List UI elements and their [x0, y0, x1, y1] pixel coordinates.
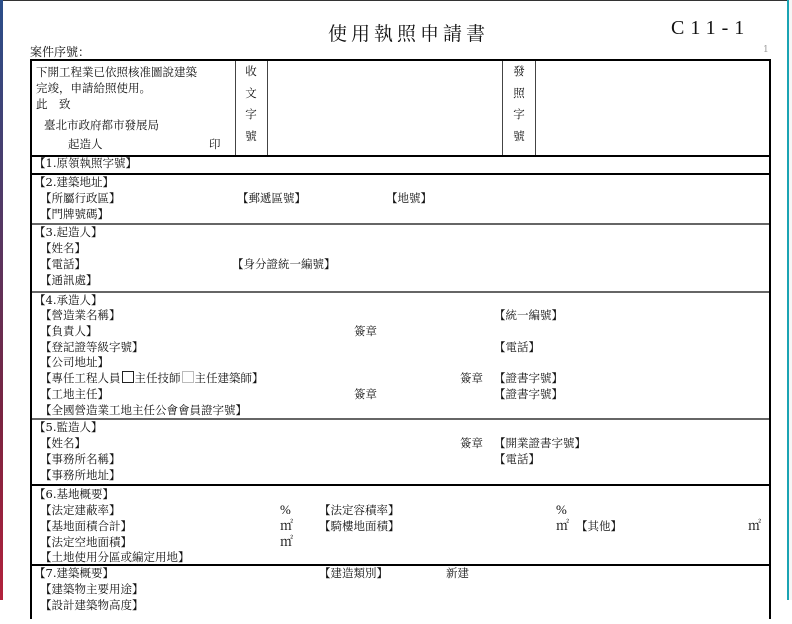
section-1: [32, 155, 769, 175]
office-name-field[interactable]: 【事務所名稱】: [40, 452, 121, 466]
engineer-type-row: 【專任工程人員 主任技師 主任建築師】: [40, 371, 264, 385]
section-3: [32, 223, 769, 293]
arcade-area-field[interactable]: 【騎樓地面積】: [319, 519, 400, 533]
supervisor-phone-field[interactable]: 【電話】: [494, 452, 540, 466]
owner-id-field[interactable]: 【身分證統一編號】: [232, 257, 336, 271]
case-number-label: 案件序號：: [30, 45, 91, 59]
far-field[interactable]: 【法定容積率】: [319, 503, 400, 517]
union-member-no-field[interactable]: 【全國營造業工地主任公會會員證字號】: [40, 403, 247, 417]
office-address-field[interactable]: 【事務所地址】: [40, 468, 121, 482]
section-7: [32, 564, 769, 624]
unified-no-field[interactable]: 【統一編號】: [494, 308, 563, 322]
license-no-field[interactable]: [535, 61, 770, 155]
seal-label: 印: [209, 137, 221, 151]
open-space-field[interactable]: 【法定空地面積】: [40, 535, 132, 549]
main-use-field[interactable]: 【建築物主要用途】: [40, 582, 144, 596]
checkbox-chief-technician[interactable]: [122, 371, 134, 383]
site-supervisor-field[interactable]: 【工地主任】: [40, 387, 109, 401]
application-form: [30, 59, 771, 619]
percent-unit: %: [556, 502, 567, 517]
owner-phone-field[interactable]: 【電話】: [40, 257, 86, 271]
section-6: [32, 484, 769, 566]
section-7-title: 【7.建築概要】: [34, 566, 114, 580]
license-cert-no-field[interactable]: 【開業證書字號】: [494, 436, 586, 450]
license-no-label: 發 照 字 號: [502, 61, 535, 155]
signature-label: 簽章: [460, 371, 483, 385]
coverage-ratio-field[interactable]: 【法定建蔽率】: [40, 503, 121, 517]
application-text-1: 下開工程業已依照核准圖說建築: [36, 65, 197, 79]
site-area-field[interactable]: 【基地面積合計】: [40, 519, 132, 533]
percent-unit: %: [280, 502, 291, 517]
section-6-title: 【6.基地概要】: [34, 487, 114, 501]
contractor-phone-field[interactable]: 【電話】: [494, 340, 540, 354]
construction-type-value[interactable]: 新建: [446, 566, 469, 580]
section-1-title: 【1.原領執照字號】: [34, 156, 137, 170]
zoning-field[interactable]: 【土地使用分區或編定用地】: [40, 550, 190, 564]
door-no-field[interactable]: 【門牌號碼】: [40, 207, 109, 221]
other-area-field[interactable]: 【其他】: [576, 519, 622, 533]
cert-no-field-1[interactable]: 【證書字號】: [494, 371, 563, 385]
signature-label: 簽章: [354, 387, 377, 401]
window-right-edge: [787, 0, 792, 600]
receipt-no-label: 收 文 字 號: [235, 61, 266, 155]
company-address-field[interactable]: 【公司地址】: [40, 355, 109, 369]
supervisor-name-field[interactable]: 【姓名】: [40, 436, 86, 450]
section-5: [32, 418, 769, 486]
recipient: 臺北市政府都市發展局: [44, 118, 159, 132]
construction-type-label: 【建造類別】: [319, 566, 388, 580]
postal-code-field[interactable]: 【郵遞區號】: [237, 191, 306, 205]
sqm-unit: ㎡: [556, 518, 570, 533]
lot-no-field[interactable]: 【地號】: [386, 191, 432, 205]
section-3-title: 【3.起造人】: [34, 225, 103, 239]
top-block: [32, 61, 769, 157]
form-code: C11-1: [671, 17, 751, 39]
responsible-person-field[interactable]: 【負責人】: [40, 324, 98, 338]
reg-cert-no-field[interactable]: 【登記證等級字號】: [40, 340, 144, 354]
signature-label: 簽章: [354, 324, 377, 338]
signature-label: 簽章: [460, 436, 483, 450]
sqm-unit: ㎡: [280, 534, 294, 549]
building-height-field[interactable]: 【設計建築物高度】: [40, 598, 144, 612]
salutation: 此 致: [36, 97, 71, 111]
section-2: [32, 173, 769, 225]
owner-name-field[interactable]: 【姓名】: [40, 241, 86, 255]
cert-no-field-2[interactable]: 【證書字號】: [494, 387, 563, 401]
contractor-name-field[interactable]: 【營造業名稱】: [40, 308, 121, 322]
section-4-title: 【4.承造人】: [34, 293, 103, 307]
application-text-2: 完竣，申請給照使用。: [36, 81, 151, 95]
district-field[interactable]: 【所屬行政區】: [40, 191, 121, 205]
document-page: [3, 1, 785, 612]
sqm-unit: ㎡: [748, 518, 762, 533]
applicant-label: 起造人: [68, 137, 103, 151]
owner-address-field[interactable]: 【通訊處】: [40, 273, 98, 287]
checkbox-chief-architect[interactable]: [182, 371, 194, 383]
section-2-title: 【2.建築地址】: [34, 175, 114, 189]
sqm-unit: ㎡: [280, 518, 294, 533]
section-5-title: 【5.監造人】: [34, 420, 103, 434]
page-title: 使用執照申請書: [328, 23, 490, 45]
receipt-no-field[interactable]: [267, 61, 503, 155]
page-number: 1: [763, 45, 769, 55]
section-4: [32, 291, 769, 420]
